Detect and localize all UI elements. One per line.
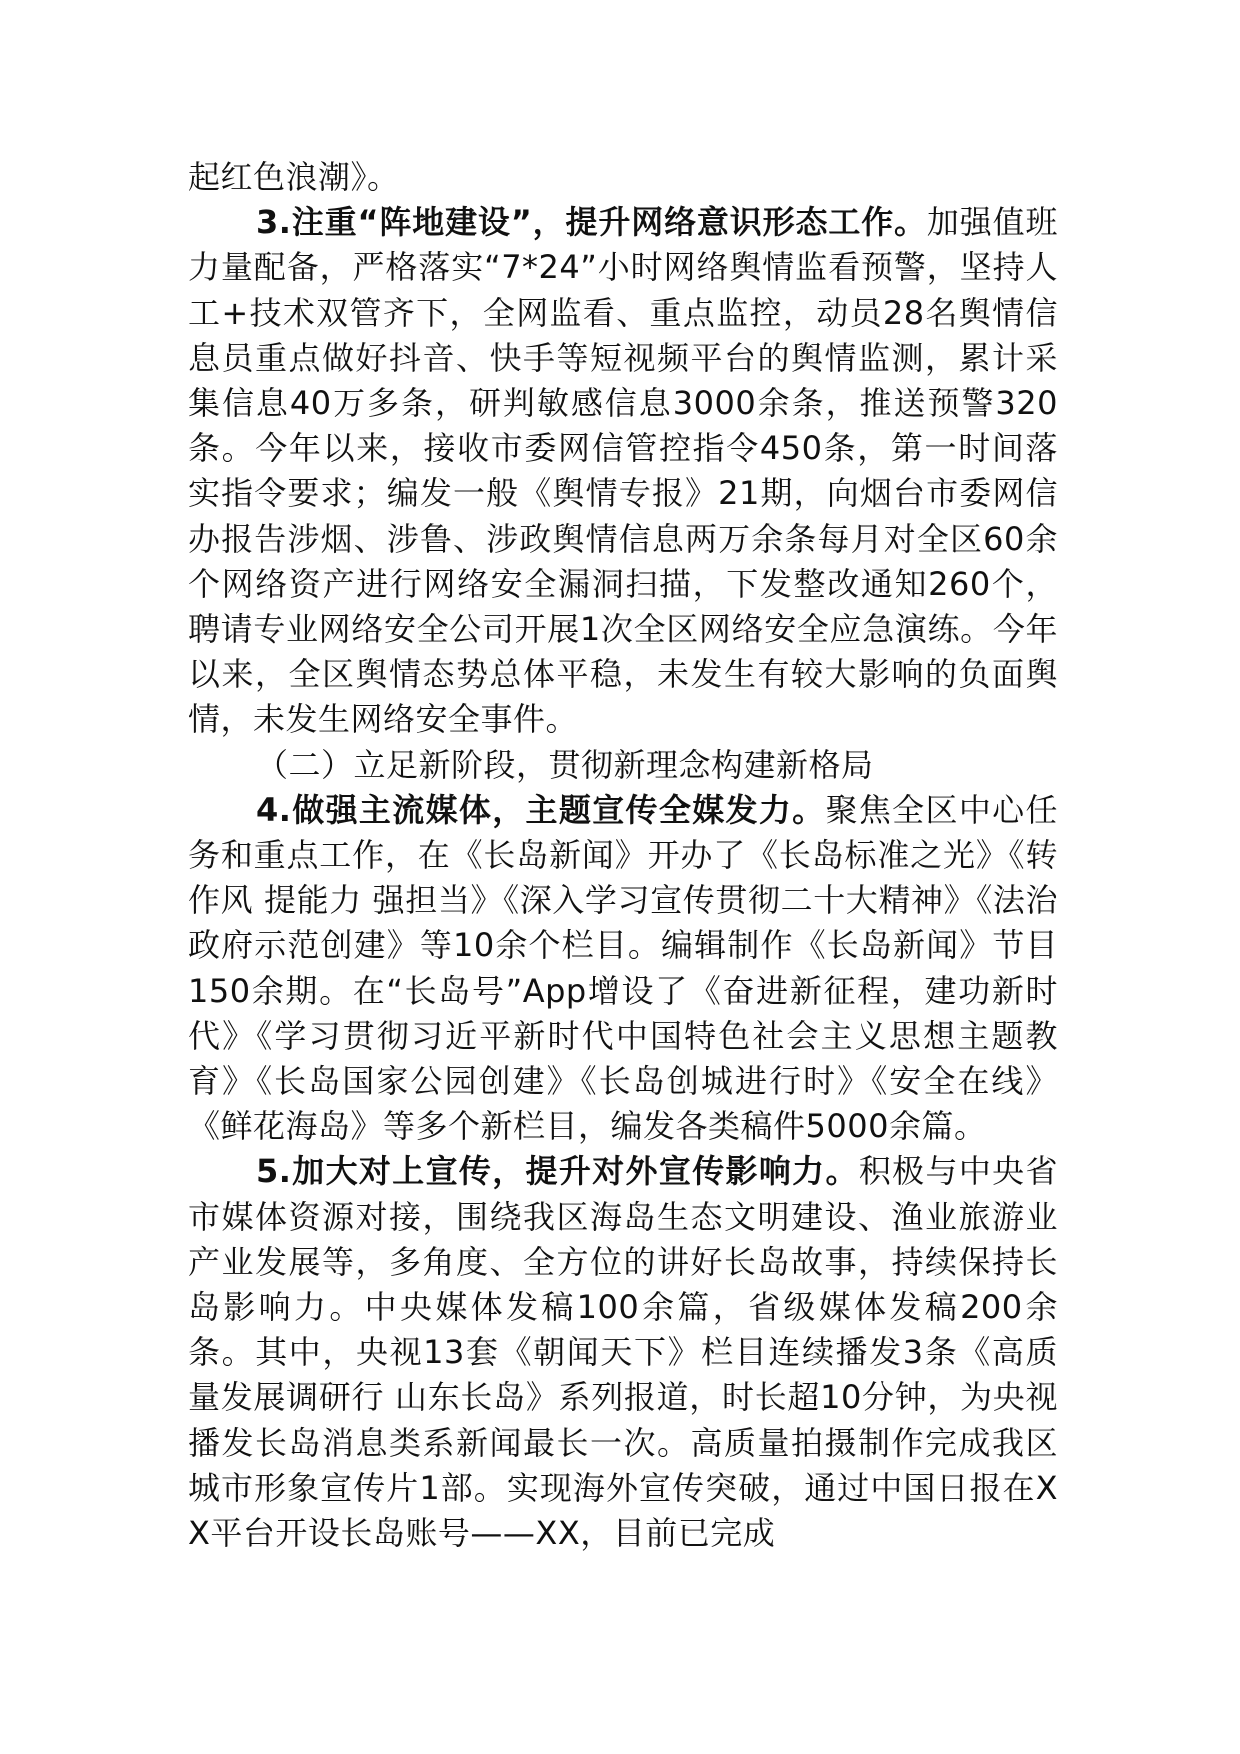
- paragraph-heading: 3.注重“阵地建设”，提升网络意识形态工作。: [256, 203, 927, 242]
- paragraph-heading: 5.加大对上宣传，提升对外宣传影响力。: [256, 1152, 859, 1191]
- paragraph-item-3: [188, 200, 1058, 742]
- document-page: [188, 155, 1058, 1556]
- paragraph-item-5: [188, 1149, 1058, 1556]
- paragraph-body: 积极与中央省市媒体资源对接，围绕我区海岛生态文明建设、渔业旅游业产业发展等，多角度、全方位的讲好长岛故事，持续保持长岛影响力。中央媒体发稿100余篇，省级媒体发稿200余条。其中，央视13套《朝闻天下》栏目连续播发3条《高质量发展调研行 山东长岛》系列报道，时长超10分钟，为央视播发长岛消息类系新闻最长一次。高质量拍摄制作完成我区城市形象宣传片1部。实现海外宣传突破，通过中国日报在XX平台开设长岛账号——XX，目前已完成: [188, 1152, 1058, 1553]
- section-title: （二）立足新阶段，贯彻新理念构建新格局: [256, 745, 874, 784]
- paragraph-item-4: [188, 788, 1058, 1150]
- paragraph-body: 起红色浪潮》。: [188, 158, 400, 196]
- paragraph-continuation: [188, 155, 1058, 200]
- paragraph-body: 聚焦全区中心任务和重点工作，在《长岛新闻》开办了《长岛标准之光》《转作风 提能力 强担当》《深入学习宣传贯彻二十大精神》《法治政府示范创建》等10余个栏目。编辑制作《长岛新闻》节目150余期。在“长岛号”App增设了《奋进新征程，建功新时代》《学习贯彻习近平新时代中国特色社会主义思想主题教育》《长岛国家公园创建》《长岛创城进行时》《安全在线》《鲜花海岛》等多个新栏目，编发各类稿件5000余篇。: [188, 790, 1058, 1146]
- paragraph-body: 加强值班力量配备，严格落实“7*24”小时网络舆情监看预警，坚持人工+技术双管齐下，全网监看、重点监控，动员28名舆情信息员重点做好抖音、快手等短视频平台的舆情监测，累计采集信息40万多条，研判敏感信息3000余条，推送预警320条。今年以来，接收市委网信管控指令450条，第一时间落实指令要求；编发一般《舆情专报》21期，向烟台市委网信办报告涉烟、涉鲁、涉政舆情信息两万余条每月对全区60余个网络资产进行网络安全漏洞扫描，下发整改通知260个，聘请专业网络安全公司开展1次全区网络安全应急演练。今年以来，全区舆情态势总体平稳，未发生有较大影响的负面舆情，未发生网络安全事件。: [188, 203, 1058, 739]
- paragraph-heading: 4.做强主流媒体，主题宣传全媒发力。: [256, 790, 826, 829]
- section-heading-2: [188, 743, 1058, 788]
